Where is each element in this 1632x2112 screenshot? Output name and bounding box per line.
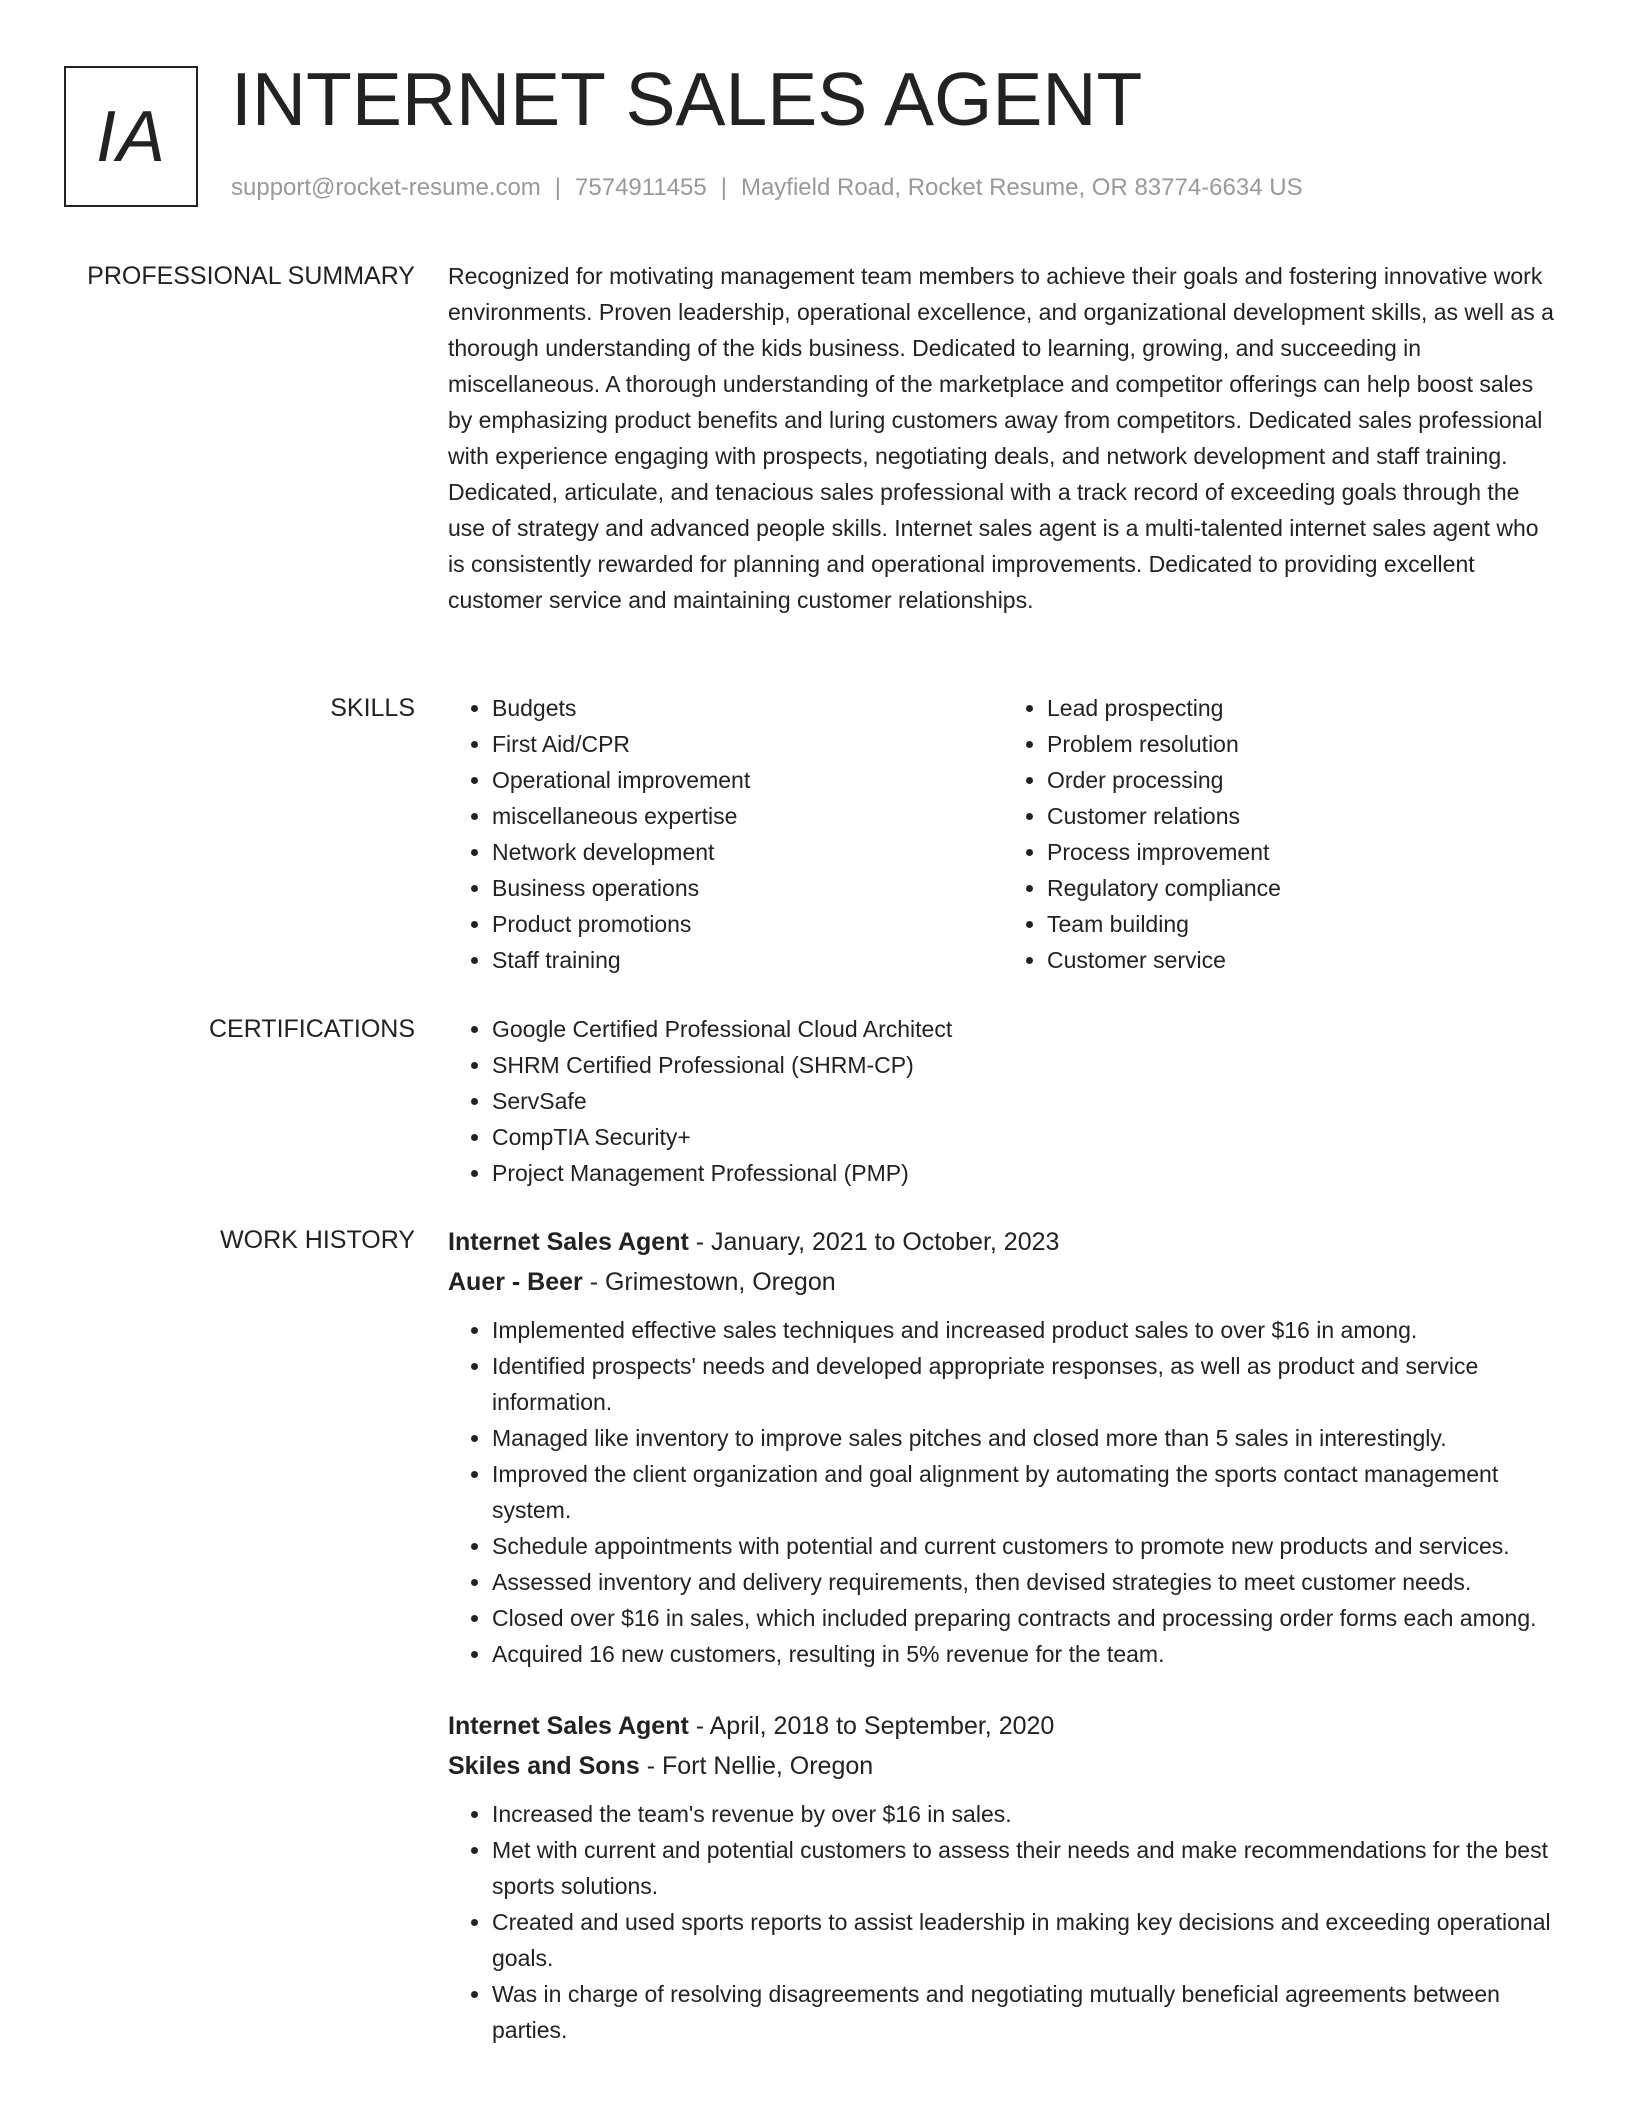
job-location: - Fort Nellie, Oregon: [639, 1752, 874, 1780]
work-history-body: [448, 1222, 1558, 2048]
job-company: Auer - Beer: [448, 1268, 583, 1296]
skill-item: • miscellaneous expertise: [492, 798, 1003, 834]
skill-item: • Business operations: [492, 870, 1003, 906]
job-bullet: • Schedule appointments with potential and current customers to promote new products and services.: [492, 1528, 1558, 1564]
job-bullet: • Closed over $16 in sales, which included preparing contracts and processing order forms each among.: [492, 1600, 1558, 1636]
skill-item: • Process improvement: [1047, 834, 1558, 870]
summary-text: Recognized for motivating management team members to achieve their goals and fostering innovative work environments. Proven leadership, operational excellence, and organizational development skills, as well as a thorough understanding of the kids business. Dedicated to learning, growing, and succeeding in miscellaneous. A thorough understanding of the marketplace and competitor offerings can help boost sales by emphasizing product benefits and luring customers away from competitors. Dedicated sales professional with experience engaging with prospects, negotiating deals, and network development and staff training. Dedicated, articulate, and tenacious sales professional with a track record of exceeding goals through the use of strategy and advanced people skills. Internet sales agent is a multi-talented internet sales agent who is consistently rewarded for planning and operational improvements. Dedicated to providing excellent customer service and maintaining customer relationships.: [448, 263, 1554, 613]
job-role: Internet Sales Agent: [448, 1712, 689, 1740]
certification-item: • CompTIA Security+: [492, 1119, 1558, 1155]
job-bullets: [448, 1796, 1558, 2048]
job-bullet: • Created and used sports reports to assist leadership in making key decisions and exceeding operational goals.: [492, 1904, 1558, 1976]
job-entry: [448, 1222, 1558, 1672]
skills-heading: SKILLS: [330, 694, 415, 722]
job-bullet: • Managed like inventory to improve sales pitches and closed more than 5 sales in interestingly.: [492, 1420, 1558, 1456]
certifications-list: [448, 1011, 1558, 1191]
contact-email: support@rocket-resume.com: [231, 174, 541, 201]
certification-item: • SHRM Certified Professional (SHRM-CP): [492, 1047, 1558, 1083]
contact-line: [231, 174, 1303, 202]
contact-address: Mayfield Road, Rocket Resume, OR 83774-6634 US: [740, 174, 1303, 201]
certifications-heading: CERTIFICATIONS: [208, 1015, 415, 1043]
job-bullets: [448, 1312, 1558, 1672]
skill-item: • Staff training: [492, 942, 1003, 978]
job-bullet: • Acquired 16 new customers, resulting in 5% revenue for the team.: [492, 1636, 1558, 1672]
skill-item: • Operational improvement: [492, 762, 1003, 798]
skill-item: • Problem resolution: [1047, 726, 1558, 762]
job-company: Skiles and Sons: [448, 1752, 640, 1780]
contact-separator: |: [554, 174, 562, 201]
skill-item: • First Aid/CPR: [492, 726, 1003, 762]
certification-item: • Google Certified Professional Cloud Architect: [492, 1011, 1558, 1047]
job-bullet: • Assessed inventory and delivery requirements, then devised strategies to meet customer needs.: [492, 1564, 1558, 1600]
job-company-line: [448, 1746, 1558, 1786]
skill-item: • Customer relations: [1047, 798, 1558, 834]
skill-item: • Team building: [1047, 906, 1558, 942]
job-bullet: • Implemented effective sales techniques and increased product sales to over $16 in among.: [492, 1312, 1558, 1348]
job-company-line: [448, 1262, 1558, 1302]
work-history-heading: WORK HISTORY: [220, 1226, 415, 1254]
skill-item: • Product promotions: [492, 906, 1003, 942]
skills-body: [448, 690, 1558, 978]
skill-item: • Network development: [492, 834, 1003, 870]
skill-item: • Lead prospecting: [1047, 690, 1558, 726]
summary-heading: PROFESSIONAL SUMMARY: [87, 262, 415, 290]
job-title-line: [448, 1706, 1558, 1746]
job-dates: - January, 2021 to October, 2023: [688, 1228, 1060, 1256]
certification-item: • Project Management Professional (PMP): [492, 1155, 1558, 1191]
skills-list-left: [448, 690, 1003, 978]
job-entry: [448, 1706, 1558, 2048]
job-role: Internet Sales Agent: [448, 1228, 689, 1256]
job-title-line: [448, 1222, 1558, 1262]
skills-list-right: [1003, 690, 1558, 978]
job-bullet: • Improved the client organization and goal alignment by automating the sports contact management system.: [492, 1456, 1558, 1528]
summary-body: [448, 258, 1558, 618]
skill-item: • Budgets: [492, 690, 1003, 726]
certifications-body: [448, 1011, 1558, 1191]
monogram-initials: IA: [95, 96, 167, 177]
skill-item: • Order processing: [1047, 762, 1558, 798]
job-bullet: • Identified prospects' needs and developed appropriate responses, as well as product and service information.: [492, 1348, 1558, 1420]
contact-phone: 7574911455: [575, 174, 707, 201]
skill-item: • Customer service: [1047, 942, 1558, 978]
certification-item: • ServSafe: [492, 1083, 1558, 1119]
job-location: - Grimestown, Oregon: [582, 1268, 836, 1296]
resume-name-title: INTERNET SALES AGENT: [231, 57, 1143, 141]
job-dates: - April, 2018 to September, 2020: [688, 1712, 1055, 1740]
job-bullet: • Increased the team's revenue by over $16 in sales.: [492, 1796, 1558, 1832]
contact-separator: |: [720, 174, 727, 201]
job-bullet: • Was in charge of resolving disagreements and negotiating mutually beneficial agreements between parties.: [492, 1976, 1558, 2048]
monogram-logo: [64, 66, 198, 207]
job-bullet: • Met with current and potential customers to assess their needs and make recommendations for the best sports solutions.: [492, 1832, 1558, 1904]
skill-item: • Regulatory compliance: [1047, 870, 1558, 906]
